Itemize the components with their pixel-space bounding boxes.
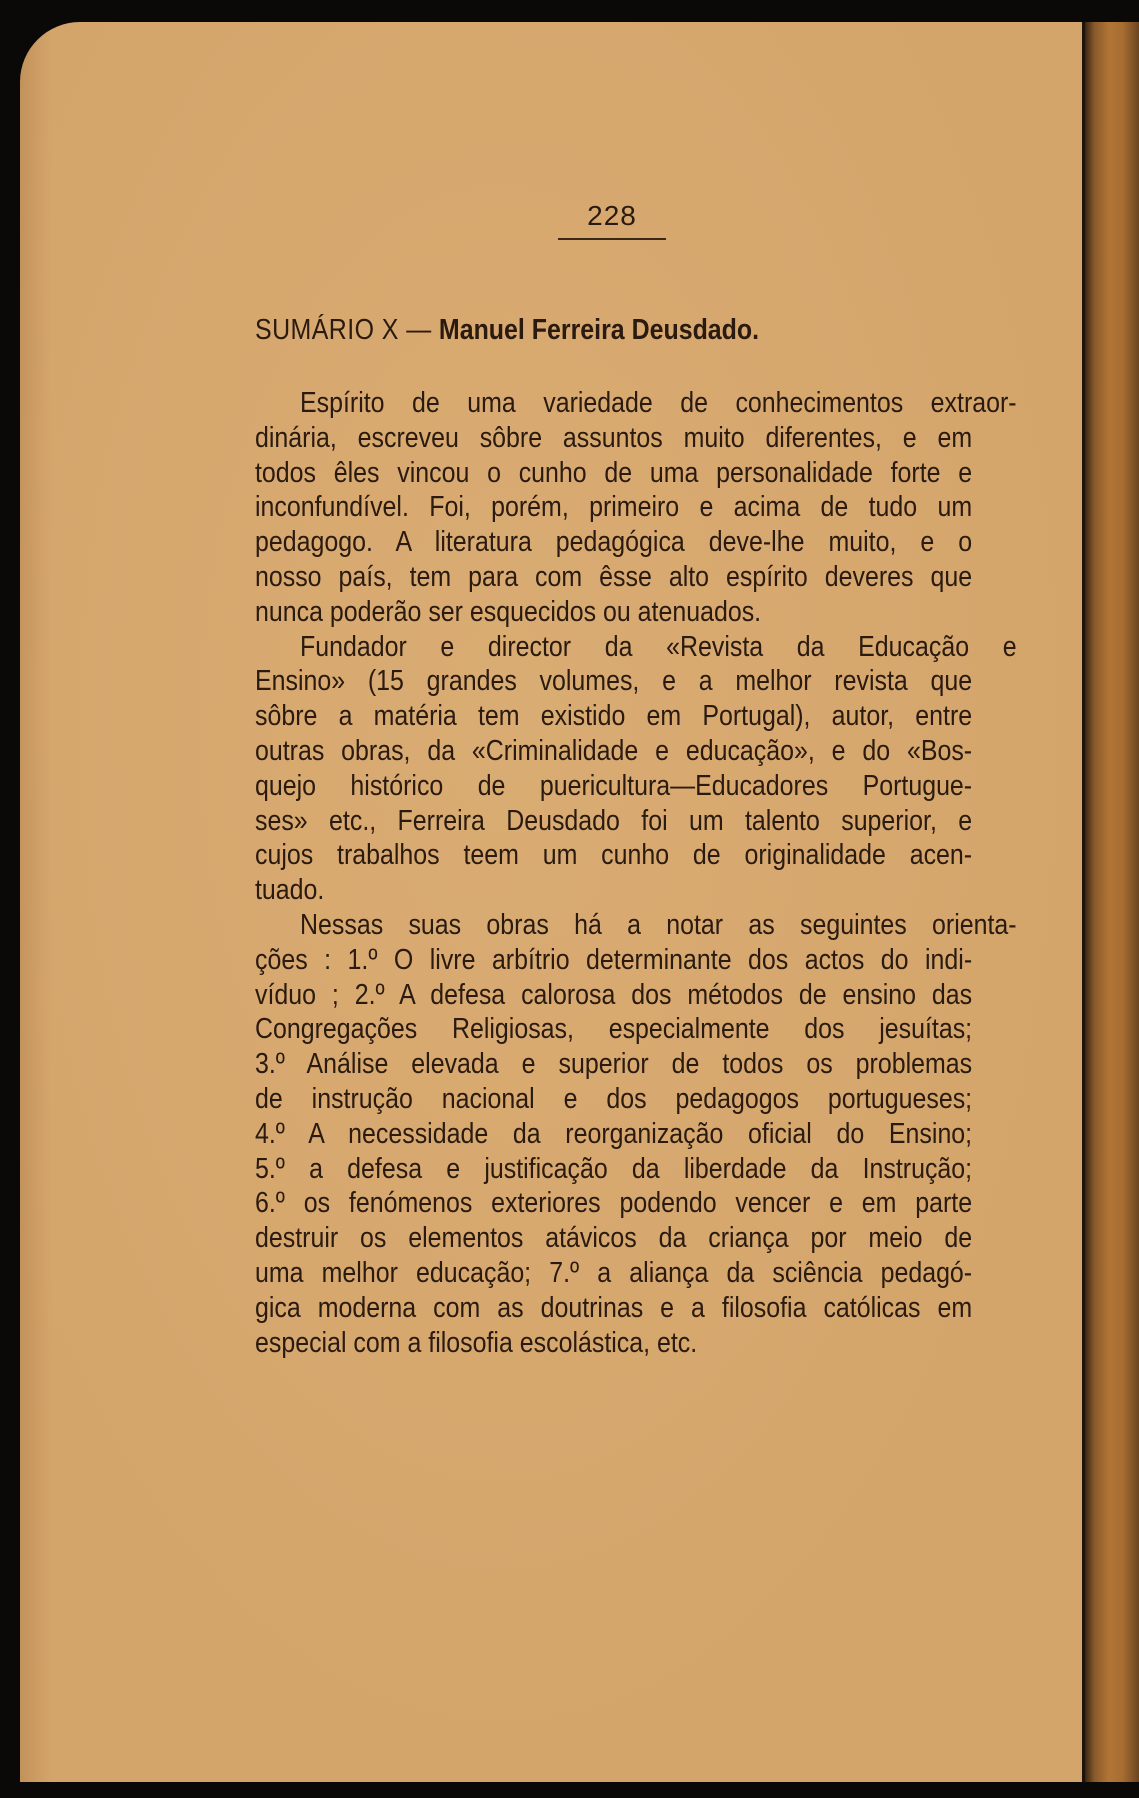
text-line: pedagogo. A literatura pedagógica deve-lhe muito, e o — [255, 526, 973, 559]
heading-label: SUMÁRIO X — — [255, 314, 439, 346]
text-line: dinária, escreveu sôbre assuntos muito diferentes, e em — [255, 421, 973, 454]
text-line: ções : 1.º O livre arbítrio determinante dos actos do indi- — [255, 943, 973, 976]
text-line: quejo histórico de puericultura—Educadores Portugue- — [255, 769, 973, 802]
heading-name: Manuel Ferreira Deusdado. — [438, 314, 760, 346]
text-line: gica moderna com as doutrinas e a filosofia católicas em — [255, 1291, 973, 1324]
text-line: Nessas suas obras há a notar as seguintes orienta- — [300, 908, 1017, 941]
text-line: todos êles vincou o cunho de uma personalidade forte e — [255, 456, 973, 489]
text-line: Fundador e director da «Revista da Educação e — [300, 630, 1017, 663]
text-line: tuado. — [255, 874, 325, 907]
text-line: uma melhor educação; 7.º a aliança da sciência pedagó- — [255, 1256, 973, 1289]
text-line: Espírito de uma variedade de conhecimentos extraor- — [300, 387, 1017, 419]
book-spine — [1085, 22, 1139, 1782]
text-line: especial com a filosofia escolástica, etc. — [255, 1326, 698, 1359]
text-line: inconfundível. Foi, porém, primeiro e acima de tudo um — [255, 491, 973, 524]
text-line: 6.º os fenómenos exteriores podendo vencer e em parte — [255, 1187, 973, 1220]
text-line: sôbre a matéria tem existido em Portugal), autor, entre — [255, 700, 973, 733]
text-line: 5.º a defesa e justificação da liberdade da Instrução; — [255, 1152, 973, 1185]
page-number: 228 — [587, 200, 637, 231]
text-line: víduo ; 2.º A defesa calorosa dos métodos de ensino das — [255, 978, 973, 1011]
body-text — [255, 386, 1017, 1360]
text-line: nunca poderão ser esquecidos ou atenuados. — [255, 595, 762, 628]
text-line: destruir os elementos atávicos da criança por meio de — [255, 1222, 973, 1255]
text-line: Ensino» (15 grandes volumes, e a melhor revista que — [255, 665, 973, 698]
text-line: nosso país, tem para com êsse alto espírito deveres que — [255, 560, 973, 593]
text-line: Congregações Religiosas, especialmente dos jesuítas; — [255, 1013, 973, 1046]
text-line: outras obras, da «Criminalidade e educação», e do «Bos- — [255, 734, 973, 767]
text-line: de instrução nacional e dos pedagogos portugueses; — [255, 1082, 973, 1115]
section-heading — [255, 314, 872, 347]
page-number-rule — [558, 238, 666, 240]
text-line: ses» etc., Ferreira Deusdado foi um talento superior, e — [255, 804, 973, 837]
text-line: cujos trabalhos teem um cunho de originalidade acen- — [255, 839, 973, 872]
text-line: 4.º A necessidade da reorganização oficial do Ensino; — [255, 1117, 973, 1150]
text-line: 3.º Análise elevada e superior de todos os problemas — [255, 1048, 973, 1081]
